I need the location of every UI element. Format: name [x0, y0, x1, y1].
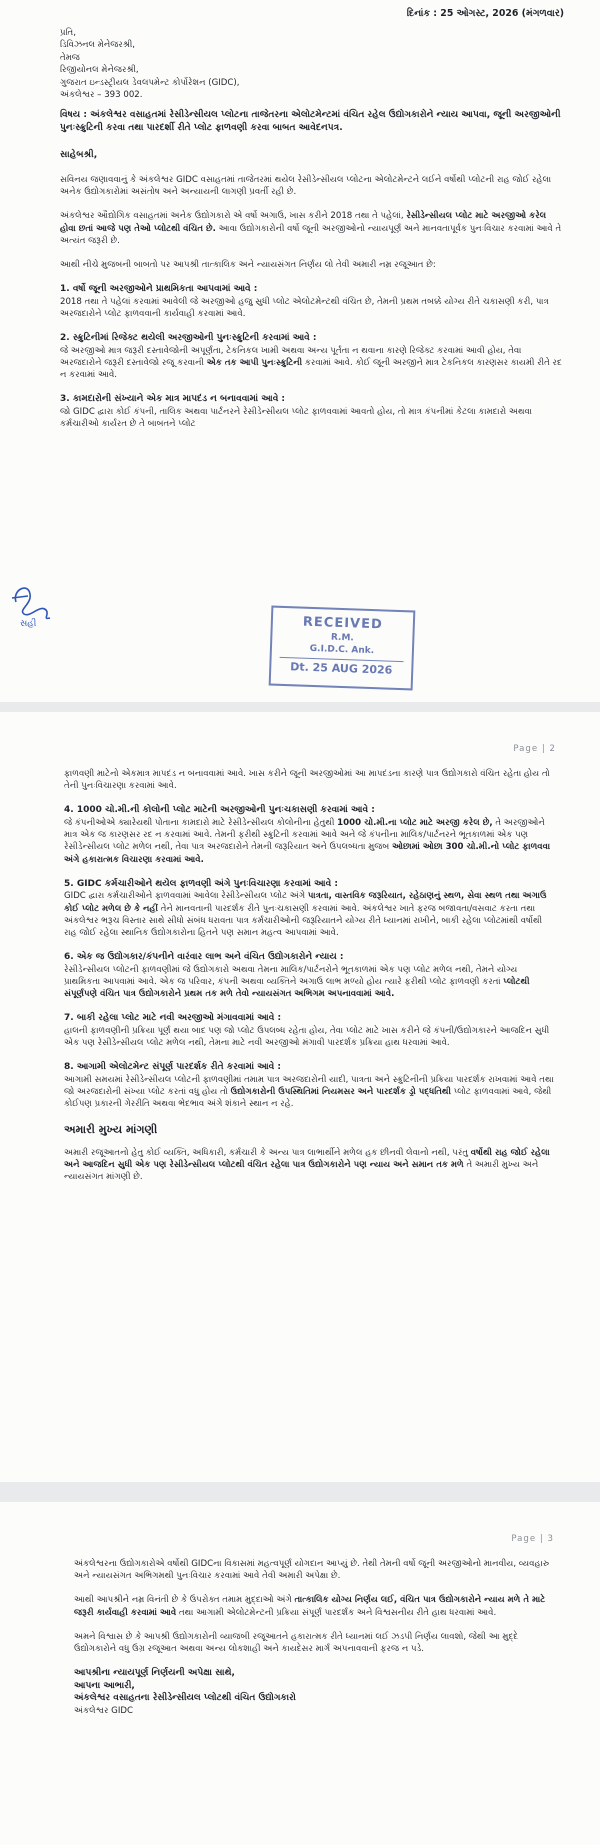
text-run: તે અમારી મુખ્ય અને ન્યાયસંગત માંગણી છે. — [64, 1159, 539, 1183]
text-run: જે અરજીઓ માત્ર જરૂરી દસ્તાવેજોની અપૂર્ણતા, ટેકનિકલ ખામી અથવા અન્ય પૂર્તતા ન થવાના કારણે રિજેક્ટ કરવામાં આવી હોય, તેવા અરજદારોને જરૂરી દસ્તાવેજો રજૂ કરવાની — [60, 345, 522, 369]
text-run: રેસીડેન્સીયલ પ્લોટની ફાળવણીમાં જે ઉદ્યોગકારો અથવા તેમના માલિક/પાર્ટનરોને ભૂતકાળમાં એક પણ પ્લોટ મળેલ નથી, તેમને યોગ્ય પ્રાથમિકતા આપવામાં આવે. એક જ પરિવાર, કંપની અથવા વ્યક્તિને અગાઉ લાભ મળ્યો હોય ત્યારે ફરીથી પ્લોટ ફાળવણી કરતાં — [64, 964, 518, 988]
stamp-date: Dt. 25 AUG 2026 — [279, 657, 403, 677]
text-run-bold: રેસીડેન્સીયલ પ્લોટ માટે અરજીઓ કરેલ હોવા છતાં આજે પણ તેઓ પ્લોટથી વંચિત છે. — [60, 211, 547, 234]
page-number: Page | 2 — [513, 744, 556, 754]
text-run: આથી આપશ્રીને નમ્ર વિનંતી છે કે ઉપરોક્ત તમામ મુદ્દાઓ અંગે — [74, 1595, 295, 1606]
point-body — [60, 345, 564, 382]
point-heading: 5. GIDC કર્મચારીઓને થયેલ ફાળવણી અંગે પુનઃવિચારણા કરવામાં આવે : — [64, 878, 338, 889]
closing-line: આપશ્રીના ન્યાયપૂર્ણ નિર્ણયની અપેક્ષા સાથે, — [74, 1668, 235, 1679]
background-paragraph — [60, 210, 564, 247]
point-heading: 6. એક જ ઉદ્યોગકાર/કંપનીને વારંવાર લાભ અને વંચિત ઉદ્યોગકારોને ન્યાય : — [64, 952, 344, 963]
point-heading: 4. 1000 ચો.મી.ની કોલોની પ્લોટ માટેની અરજીઓની પુનઃચકાસણી કરવામાં આવે : — [64, 805, 375, 816]
stamp-line: RECEIVED — [302, 614, 384, 633]
address-line: ગુજરાત ઇન્ડસ્ટ્રીયલ ડેવલપમેન્ટ કોર્પોરેશન (GIDC), — [60, 77, 240, 88]
text-run-bold: તાત્કાલિક યોગ્ય નિર્ણય લઈ, વંચિત પાત્ર ઉદ્યોગકારોને ન્યાય મળે તે માટે જરૂરી કાર્યવાહી કરવામાં આવે — [74, 1595, 546, 1618]
signature-text: સહી — [20, 619, 37, 628]
request-paragraph: આથી નીચે મુજબની બાબતો પર આપશ્રી તાત્કાલિક અને ન્યાયસંગત નિર્ણય લો તેવી અમારી નમ્ર રજૂઆત છે: — [60, 260, 436, 271]
recipient-address — [60, 27, 564, 101]
letter-date: દિનાંક : 25 ઓગસ્ટ, 2026 (મંગળવાર) — [406, 8, 564, 19]
sender-location: અંકલેશ્વર GIDC — [74, 1706, 133, 1716]
point-heading: 1. વર્ષો જૂની અરજીઓને પ્રાથમિકતા આપવામાં આવે : — [60, 284, 258, 295]
intro-paragraph: સવિનય જણાવવાનું કે અંકલેશ્વર GIDC વસાહતમાં તાજેતરમાં થયેલ રેસીડેન્સીયલ પ્લોટના એલોટમેન્ટને લઈને વર્ષોથી પ્લોટની રાહ જોઈ રહેલા અનેક ઉદ્યોગકારોમાં અસંતોષ અને અન્યાયની લાગણી પ્રવર્તી રહી છે. — [60, 175, 552, 198]
text-run: આગામી સમયમાં રેસીડેન્સીયલ પ્લોટની ફાળવણીમાં તમામ પાત્ર અરજદારોની યાદી, પાત્રતા અને સ્ક્રુટિનીની પ્રક્રિયા પારદર્શક રાખવામાં આવે તથા જો અરજદારોની સંખ્યા પ્લોટ કરતાં વધુ હોય તો — [64, 1075, 554, 1098]
sender-name: અંકલેશ્વર વસાહતના રેસીડેન્સીયલ પ્લોટથી વંચિત ઉદ્યોગકારો — [74, 1693, 296, 1704]
text-run-bold: પ્લોટથી સંપૂર્ણપણે વંચિત પાત્ર ઉદ્યોગકારોને પ્રથમ તક મળે તેવો ન્યાયસંગત અભિગમ અપનાવવામાં આવે. — [64, 977, 530, 1000]
point-body: હાલની ફાળવણીની પ્રક્રિયા પૂર્ણ થયા બાદ પણ જો પ્લોટ ઉપલબ્ધ રહેતા હોય, તેવા પ્લોટ માટે ખાસ કરીને જે કંપની/ઉદ્યોગકારને આજદિન સુધી એક પણ રેસીડેન્સીયલ પ્લોટ મળેલ નથી, તેમના માટે નવી અરજીઓ મંગાવી પારદર્શક પ્રક્રિયા હાથ ધરવામાં આવે. — [64, 1026, 550, 1049]
text-run: તેને માનવતાની પારદર્શક રીતે પુનઃચકાસણી કરવામાં આવે. અંકલેશ્વર ખાતે ફરજ બજાવતા/વસવાટ કરતા તથા અંકલેશ્વર ભરૂચ વિસ્તાર સાથે સીધો સંબંધ ધરાવતા પાત્ર કર્મચારીઓની જરૂરિયાતને યોગ્ય રીતે ધ્યાનમાં રાખીને, બાકી રહેલા પ્લોટમાંથી વર્ષોથી રાહ જોઈ રહેલા સ્થાનિક ઉદ્યોગકારોના હિતને પણ સમાન મહત્વ આપવામાં આવે. — [64, 903, 543, 939]
text-run-bold: ઓછામાં ઓછા 300 ચો.મી.નો પ્લોટ ફાળવવા અંગે હકારાત્મક વિચારણા કરવામાં આવે. — [64, 842, 551, 865]
point-body — [64, 964, 556, 1001]
address-line: અંકલેશ્વર – 393 002. — [60, 90, 143, 101]
page-number: Page | 3 — [511, 1534, 554, 1544]
text-run: કરવામાં આવે. કોઈ જૂની અરજીને માત્ર ટેકનિકલ કારણસર કાયમી રીતે રદ ન કરવામાં આવે. — [60, 358, 562, 381]
point-heading: 8. આગામી એલોટમેન્ટ સંપૂર્ણ પારદર્શક રીતે કરવામાં આવે : — [64, 1062, 282, 1073]
letter-page-1 — [0, 0, 600, 702]
handwritten-signature — [6, 568, 66, 628]
text-run-bold: પાત્રતા, વાસ્તવિક જરૂરિયાત, રહેઠાણનું સ્થળ, સેવા સ્થળ તથા અગાઉ કોઈ પ્લોટ મળેલ છે કે નહીં — [64, 891, 547, 914]
point-heading: 7. બાકી રહેલા પ્લોટ માટે નવી અરજીઓ મંગાવવામાં આવે : — [64, 1013, 282, 1024]
text-run: જે કંપનીઓએ ક્યારેયથી પોતાના કામદારો માટે રેસીડેન્સીયલ કોલોનીના હેતુથી — [64, 818, 338, 828]
text-run: તથા આગામી એલોટમેન્ટની પ્રક્રિયા સંપૂર્ણ પારદર્શક અને વિશ્વસનીય રીતે હાથ ધરવામાં આવે. — [176, 1607, 497, 1618]
text-run-bold: 1000 ચો.મી.ના પ્લોટ માટે અરજી કરેલ છે, — [337, 818, 493, 828]
address-line: ડિવિઝનલ મેનેજરશ્રી, — [60, 40, 136, 51]
stamp-line: R.M. — [330, 632, 354, 644]
point-body — [64, 890, 556, 939]
address-line: તેમજ — [60, 52, 80, 63]
point-heading: 2. સ્ક્રુટિનીમાં રિજેક્ટ થયેલી અરજીઓની પુનઃસ્ક્રુટિની કરવામાં આવે : — [60, 333, 317, 344]
point-body — [64, 817, 556, 866]
closing-paragraph — [74, 1594, 554, 1618]
letter-page-3 — [0, 1502, 600, 1845]
section-heading: અમારી મુખ્ય માંગણી — [64, 1122, 158, 1136]
text-run: અંકલેશ્વર ઔદ્યોગિક વસાહતમાં અનેક ઉદ્યોગકારો એ વર્ષો અગાઉ, ખાસ કરીને 2018 તથા તે પહેલાં, — [60, 211, 407, 222]
text-run: પ્લોટ ફાળવવામાં આવે, જેથી કોઈપણ પ્રકારની ગેરરીતિ અથવા ભેદભાવ અંગે શંકાને સ્થાન ન રહે. — [64, 1087, 552, 1110]
closing-line: આપના આભારી, — [74, 1680, 135, 1691]
closing-paragraph: અંકલેશ્વરના ઉદ્યોગકારોએ વર્ષોથી GIDCના વિકાસમાં મહત્વપૂર્ણ યોગદાન આપ્યું છે. તેથી તેમની વર્ષો જૂની અરજીઓનો માનવીય, વ્યવહારુ અને ન્યાયસંગત અભિગમથી પુનઃવિચાર કરવામાં આવે તેવી અમારી અપેક્ષા છે. — [74, 1559, 549, 1582]
text-run: તે અરજીઓને માત્ર એક જ કારણસર રદ ન કરવામાં આવે. તેમની ફરીથી સ્ક્રુટિની કરવામાં આવે અને જે કંપનીના માલિક/પાર્ટનરને ભૂતકાળમાં એક પણ રેસીડેન્સીયલ પ્લોટ મળેલ નથી, તેવા પાત્ર અરજદારોને તેમની જરૂરિયાત અને ઉપલબ્ધતા મુજબ — [64, 818, 545, 853]
text-run: GIDC દ્વારા કર્મચારીઓને ફાળવવામાં આવેલા રેસીડેન્સીયલ પ્લોટ અંગે — [64, 891, 308, 902]
text-run: અમારી રજૂઆતનો હેતુ કોઈ વ્યક્તિ, અધિકારી, કર્મચારી કે અન્ય પાત્ર લાભાર્થીને મળેલ હક છીનવી લેવાનો નથી, પરંતુ — [64, 1147, 471, 1158]
letter-page-2 — [0, 712, 600, 1482]
address-line: પ્રતિ, — [60, 28, 76, 38]
salutation: સાહેબશ્રી, — [60, 149, 98, 161]
text-run-bold: એક તક આપી પુનઃસ્ક્રુટિની — [206, 358, 303, 369]
closing-paragraph: અમને વિશ્વાસ છે કે આપશ્રી ઉદ્યોગકારોની વ્યાજબી રજૂઆતને હકારાત્મક રીતે ધ્યાનમાં લઈ ઝડપી નિર્ણય લાવશો, જેથી આ મુદ્દે ઉદ્યોગકારોને વધુ ઉગ્ર રજૂઆત અથવા અન્ય લોકશાહી અને કાયદેસર માર્ગ અપનાવવાની ફરજ ન પડે. — [74, 1631, 519, 1655]
address-line: રિજીયોનલ મેનેજરશ્રી, — [60, 65, 139, 76]
letter-subject: વિષય : અંકલેશ્વર વસાહતમાં રેસીડેન્સીયલ પ્લોટના તાજેતરના એલોટમેન્ટમાં વંચિત રહેલ ઉદ્યોગકારોને ન્યાય આપવા, જૂની અરજીઓની પુનઃસ્ક્રુટિની કરવા તથા પારદર્શી રીતે પ્લોટ ફાળવણી કરવા બાબત આવેદનપત્ર. — [60, 110, 561, 134]
stamp-line: G.I.D.C. Ank. — [309, 643, 375, 657]
text-run-bold: વર્ષોથી રાહ જોઈ રહેલા અને આજદિન સુધી એક પણ રેસીડેન્સીયલ પ્લોટથી વંચિત રહેલા પાત્ર ઉદ્યોગકારોને પણ ન્યાય અને સમાન તક મળે — [64, 1147, 550, 1170]
text-run: આવા ઉદ્યોગકારોની વર્ષો જૂની અરજીઓનો ન્યાયપૂર્ણ અને માનવતાપૂર્વક પુનઃવિચાર કરવામાં આવે તે અત્યંત જરૂરી છે. — [60, 223, 562, 246]
continuation-paragraph: ફાળવણી માટેનો એકમાત્ર માપદંડ ન બનાવવામાં આવે. ખાસ કરીને જૂની અરજીઓમાં આ માપદંડના કારણે પાત્ર ઉદ્યોગકારો વંચિત રહેતા હોય તો તેની પુનઃવિચારણા કરવામાં આવે. — [64, 769, 550, 792]
demand-paragraph — [64, 1147, 556, 1184]
received-stamp — [269, 606, 416, 691]
text-run-bold: ઉદ્યોગકારોની ઉપસ્થિતિમાં નિયમસર અને પારદર્શક ડ્રો પદ્ધતિથી — [230, 1087, 451, 1098]
point-body — [64, 1074, 556, 1111]
point-heading: 3. કામદારોની સંખ્યાને એક માત્ર માપદંડ ન બનાવવામાં આવે : — [60, 394, 286, 405]
point-body: જો GIDC દ્વારા કોઈ કંપની, તાલિક અથવા પાર્ટનરને રેસીડેન્સીયલ પ્લોટ ફાળવવામાં આવતો હોય, તો માત્ર કંપનીમાં કેટલા કામદારો અથવા કર્મચારીઓ કાર્યરત છે તે બાબતને પ્લોટ — [60, 407, 533, 430]
point-body: 2018 તથા તે પહેલાં કરવામાં આવેલી જે અરજીઓ હજુ સુધી પ્લોટ એલોટમેન્ટથી વંચિત છે, તેમની પ્રથમ તબક્કે યોગ્ય રીતે ચકાસણી કરી, પાત્ર અરજદારોને પ્લોટ ફાળવવાની કાર્યવાહી કરવામાં આવે. — [60, 296, 549, 320]
